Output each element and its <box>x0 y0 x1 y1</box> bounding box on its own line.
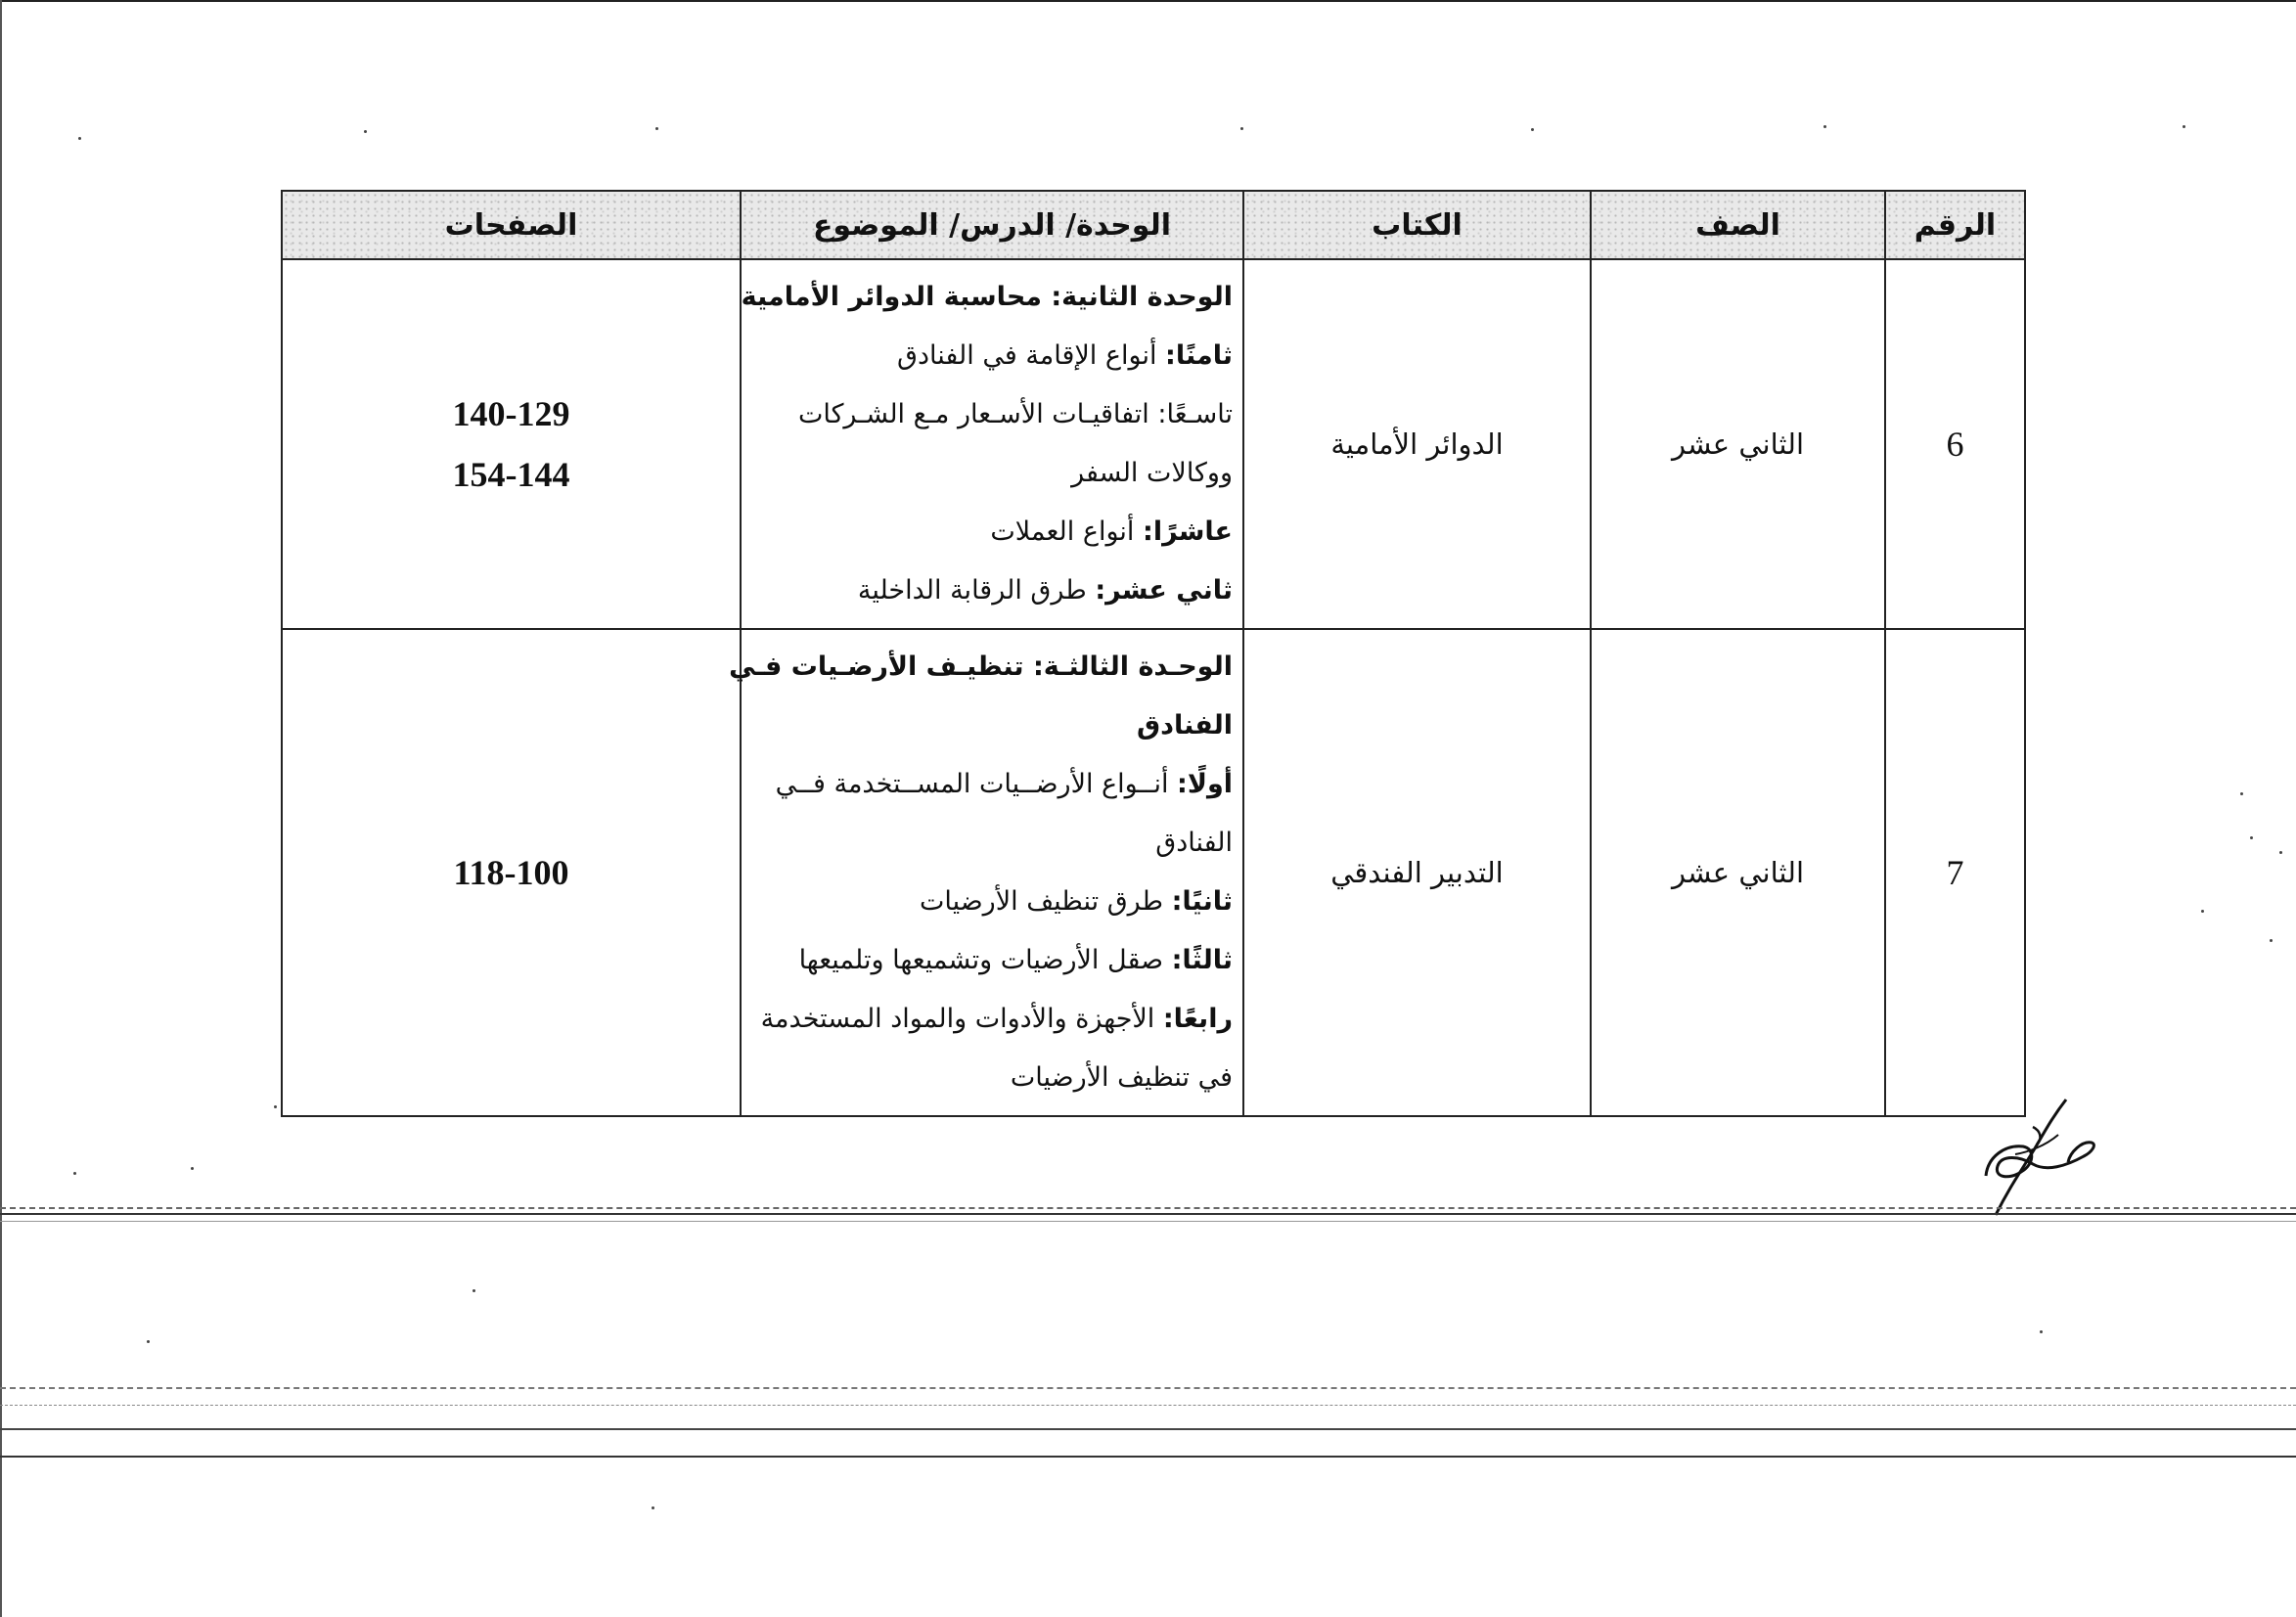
scan-top-edge <box>0 0 2296 2</box>
row-number: 7 <box>1885 629 2025 1116</box>
topic-prefix: ثانيًا: <box>1171 886 1233 917</box>
topic-prefix: ثاني عشر: <box>1095 575 1233 606</box>
topic-line <box>751 503 1233 561</box>
header-grade: الصف <box>1591 191 1885 259</box>
table-header-row <box>282 191 2025 259</box>
topic-text: أنواع الإقامة في الفنادق <box>897 340 1166 371</box>
topic-text: طرق الرقابة الداخلية <box>857 575 1096 606</box>
topic-text: طرق تنظيف الأرضيات <box>919 886 1172 917</box>
topic-line <box>751 755 1233 814</box>
scan-speck <box>652 1506 654 1509</box>
scan-speck <box>78 137 81 140</box>
topic-text: أنــواع الأرضــيات المســتخدمة فــي <box>775 769 1178 799</box>
topic-line <box>751 385 1233 444</box>
scan-separator-line <box>0 1387 2296 1390</box>
scan-separator-line <box>0 1428 2296 1430</box>
scan-separator-line <box>0 1221 2296 1222</box>
topic-prefix: ثالثًا: <box>1171 945 1233 975</box>
header-book: الكتاب <box>1243 191 1591 259</box>
scan-separator-line <box>0 1405 2296 1407</box>
topic-prefix: أولًا: <box>1177 769 1233 799</box>
topic-text: في تنظيف الأرضيات <box>1010 1062 1233 1093</box>
handwritten-signature <box>1976 1088 2103 1225</box>
header-topic: الوحدة/ الدرس/ الموضوع <box>741 191 1243 259</box>
topic-prefix: رابعًا: <box>1162 1004 1233 1034</box>
scan-speck <box>2183 125 2185 128</box>
row-book: التدبير الفندقي <box>1243 629 1591 1116</box>
topic-unit-title: الفنادق <box>1137 710 1233 741</box>
scan-speck <box>1240 127 1243 130</box>
topic-line <box>751 990 1233 1049</box>
scan-speck <box>364 130 367 133</box>
scan-separator-line <box>0 1456 2296 1458</box>
topic-text: تاسـعًا: اتفاقيـات الأسـعار مـع الشـركات <box>797 399 1233 429</box>
topic-line <box>751 873 1233 931</box>
scan-speck <box>191 1167 194 1170</box>
scan-speck <box>147 1340 150 1343</box>
topic-text: ووكالات السفر <box>1071 458 1233 488</box>
row-pages <box>282 259 741 629</box>
scan-speck <box>274 1105 277 1108</box>
scan-speck <box>2240 792 2243 795</box>
row-topic <box>741 259 1243 629</box>
scan-speck <box>473 1289 475 1292</box>
topic-unit-title: الوحـدة الثالثـة: تنظيـف الأرضـيات فـي <box>729 651 1233 682</box>
scan-speck <box>2250 836 2253 839</box>
topic-line <box>751 814 1233 873</box>
topic-prefix: ثامنًا: <box>1165 340 1233 371</box>
pages-range: 118-100 <box>453 853 569 892</box>
topic-line <box>751 561 1233 620</box>
scan-left-edge <box>0 0 2 1617</box>
scan-separator-line <box>0 1207 2296 1211</box>
scan-speck <box>1823 125 1826 128</box>
row-topic <box>729 629 1243 1116</box>
scan-speck <box>1531 128 1534 131</box>
row-grade: الثاني عشر <box>1591 629 1885 1116</box>
topic-text: الفنادق <box>1155 828 1233 858</box>
topic-line <box>751 931 1233 990</box>
topic-text: أنواع العملات <box>990 517 1144 547</box>
scan-speck <box>2040 1330 2043 1333</box>
pages-range: 140-129 <box>452 394 570 433</box>
row-number: 6 <box>1885 259 2025 629</box>
header-pages: الصفحات <box>282 191 741 259</box>
scan-speck <box>2279 851 2282 854</box>
topic-text: الأجهزة والأدوات والمواد المستخدمة <box>760 1004 1163 1034</box>
scan-speck <box>655 127 658 130</box>
table-row <box>282 259 2025 629</box>
scan-speck <box>73 1172 76 1175</box>
table-row <box>282 629 2025 1116</box>
topic-prefix: عاشرًا: <box>1143 517 1233 547</box>
topic-line <box>751 444 1233 503</box>
scan-speck <box>2270 939 2273 942</box>
row-pages <box>282 629 741 1116</box>
topic-unit-title: الوحدة الثانية: محاسبة الدوائر الأمامية <box>741 282 1233 312</box>
topic-line <box>751 327 1233 385</box>
topic-text: صقل الأرضيات وتشميعها وتلميعها <box>798 945 1172 975</box>
topic-line <box>751 1049 1233 1107</box>
scan-separator-line <box>0 1213 2296 1215</box>
row-book: الدوائر الأمامية <box>1243 259 1591 629</box>
curriculum-table <box>281 190 2026 1117</box>
row-grade: الثاني عشر <box>1591 259 1885 629</box>
scan-speck <box>2201 910 2204 913</box>
pages-range: 154-144 <box>452 455 570 494</box>
header-number: الرقم <box>1885 191 2025 259</box>
